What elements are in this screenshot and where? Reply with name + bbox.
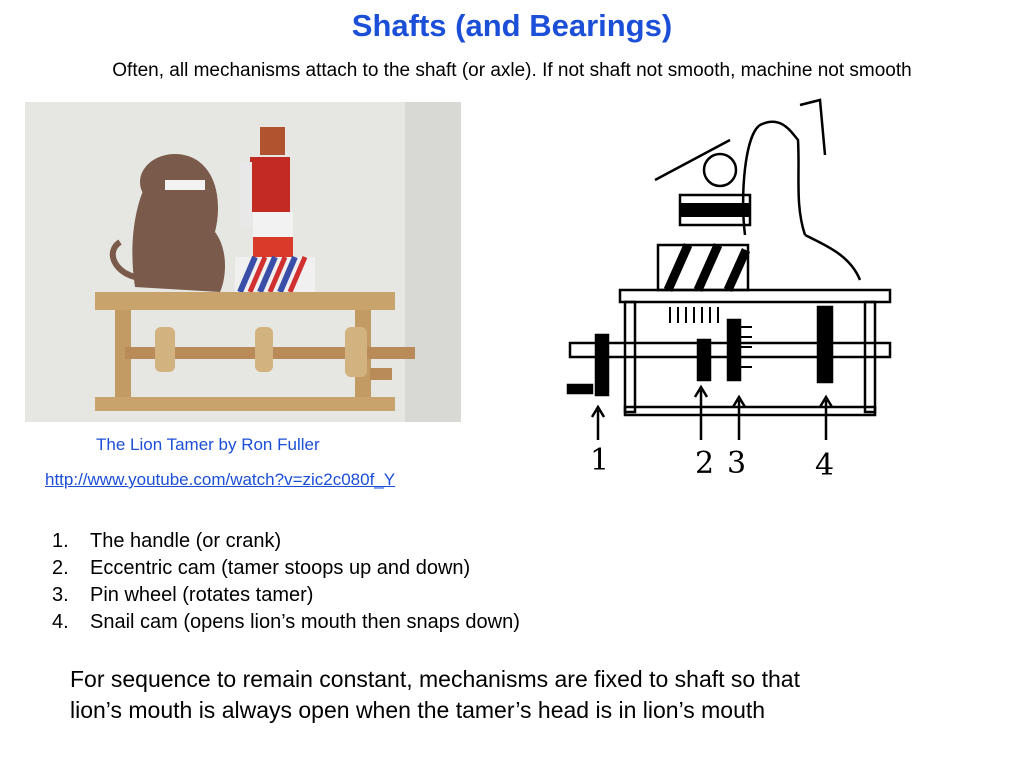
diagram-label-1: 1 bbox=[590, 443, 610, 478]
photo-caption: The Lion Tamer by Ron Fuller bbox=[96, 435, 320, 454]
slide-subtitle: Often, all mechanisms attach to the shaft (or axle). If not shaft not smooth, machine not smooth bbox=[112, 60, 912, 81]
diagram-label-3: 3 bbox=[727, 446, 747, 481]
arrow-2 bbox=[695, 387, 707, 440]
list-item: 4. Snail cam (opens lion’s mouth then snaps down) bbox=[52, 611, 520, 633]
tamer-head-outline bbox=[704, 154, 736, 186]
list-item: 3. Pin wheel (rotates tamer) bbox=[52, 584, 314, 606]
frame-base bbox=[625, 407, 875, 415]
lion-outline bbox=[743, 122, 805, 235]
list-item: 1. The handle (or crank) bbox=[52, 530, 282, 552]
conclusion-text bbox=[70, 664, 950, 726]
diagram-label-2: 2 bbox=[695, 446, 715, 481]
whip-outline bbox=[655, 140, 730, 180]
arrow-3 bbox=[733, 397, 745, 440]
conclusion-line-2: lion’s mouth is always open when the tamer’s head is in lion’s mouth bbox=[70, 697, 766, 723]
diagram-label-4: 4 bbox=[815, 448, 835, 483]
slide-title: Shafts (and Bearings) bbox=[351, 8, 673, 43]
platform-outline bbox=[620, 290, 890, 302]
handle-crank bbox=[596, 335, 608, 395]
lion-tamer-photo bbox=[25, 102, 461, 422]
conclusion-line-1: For sequence to remain constant, mechanisms are fixed to shaft so that bbox=[70, 666, 800, 692]
lion-head-outline bbox=[800, 100, 825, 155]
mechanism-list bbox=[52, 528, 520, 636]
arrow-4 bbox=[820, 397, 832, 440]
lion-tamer-photo-drawing bbox=[25, 102, 461, 422]
snail-cam bbox=[818, 307, 832, 382]
pin-wheel bbox=[728, 320, 740, 380]
mechanism-diagram bbox=[560, 95, 900, 485]
video-link[interactable]: http://www.youtube.com/watch?v=zic2c080f_Y bbox=[45, 470, 396, 489]
eccentric-cam bbox=[698, 340, 710, 380]
list-item: 2. Eccentric cam (tamer stoops up and down) bbox=[52, 557, 471, 579]
arrow-1 bbox=[592, 407, 604, 440]
lion-tail-outline bbox=[805, 235, 860, 280]
